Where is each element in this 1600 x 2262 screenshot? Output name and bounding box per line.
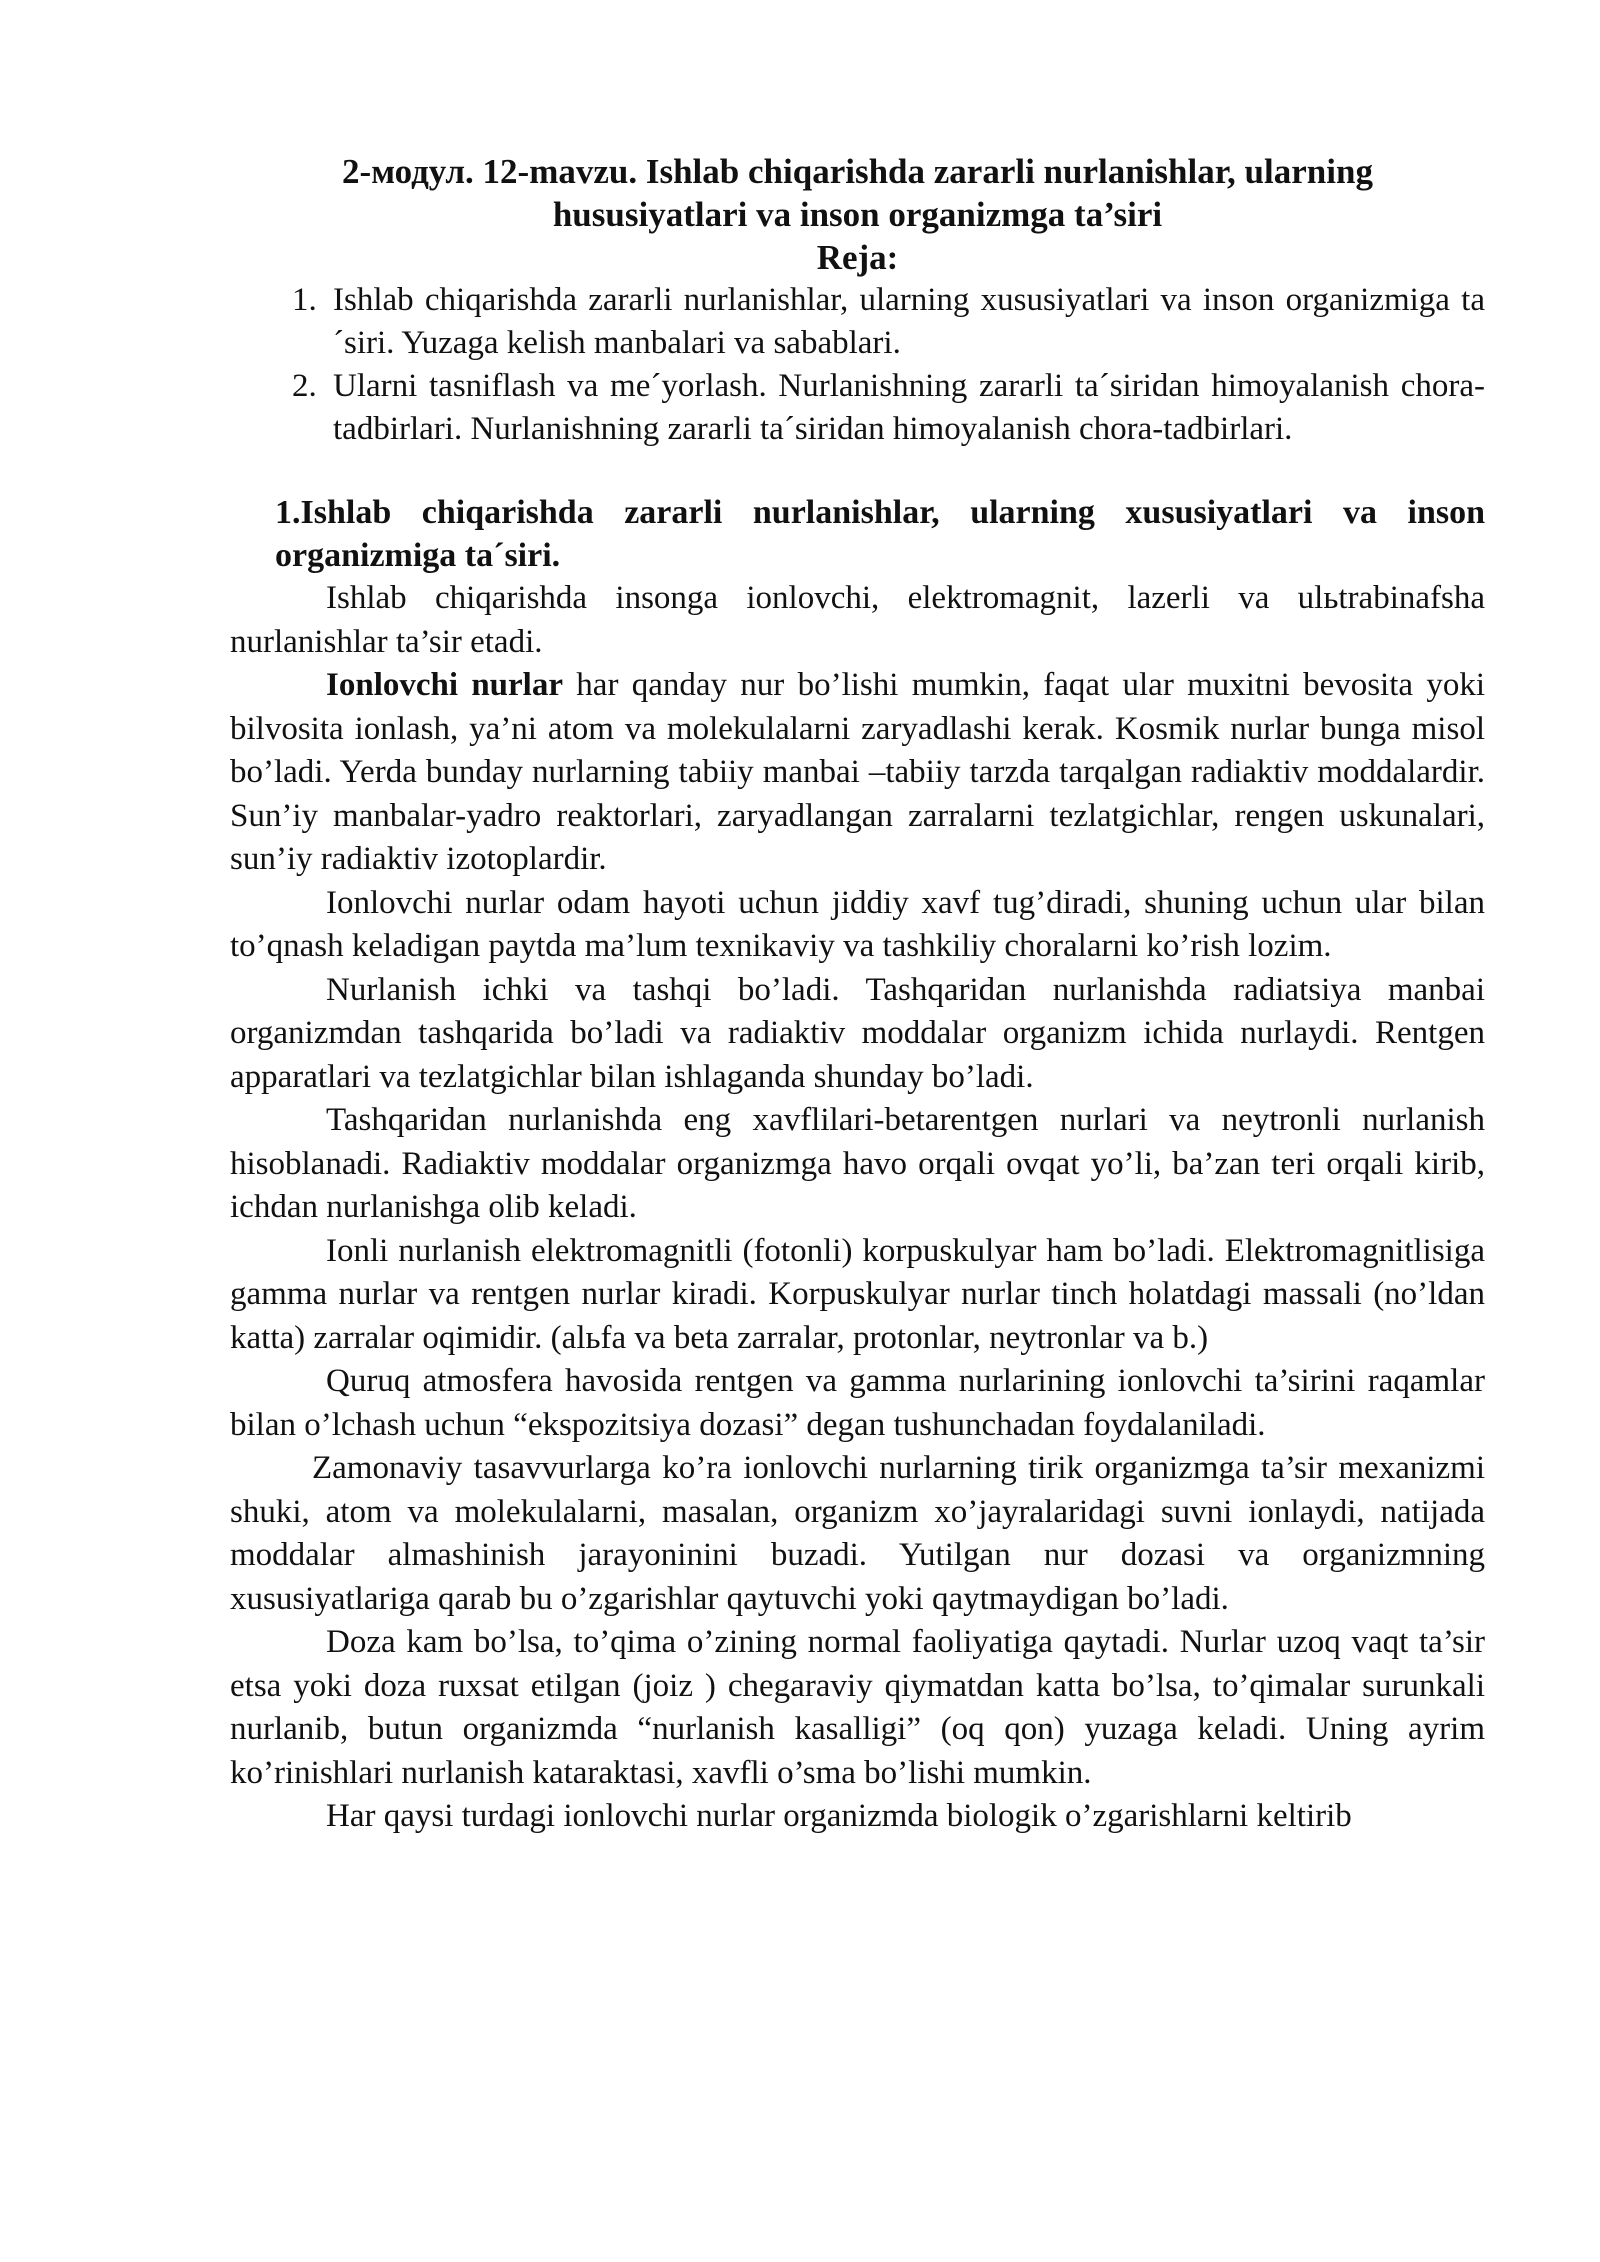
paragraph: Ishlab chiqarishda insonga ionlovchi, elektromagnit, lazerli va ulьtrabinafsha nurlanishlar ta’sir etadi. [230, 580, 1485, 660]
paragraph: Zamonaviy tasavvurlarga ko’ra ionlovchi nurlarning tirik organizmga ta’sir mexanizmi shuki, atom va molekulalarni, masalan, organizm xo’jayralaridagi suvni ionlaydi, natijada moddalar almashinish jarayoninini buzadi. Yutilgan nur dozasi va organizmning xususiyatlariga qarab bu o’zgarishlar qaytuvchi yoki qaytmaydigan bo’ladi. [230, 1450, 1485, 1617]
section-heading: 1.Ishlab chiqarishda zararli nurlanishlar, ularning xususiyatlari va inson organizmiga ta´siri. [275, 494, 1485, 574]
paragraph: Ionli nurlanish elektromagnitli (fotonli) korpuskulyar ham bo’ladi. Elektromagnitlisiga gamma nurlar va rentgen nurlar kiradi. Korpuskulyar nurlar tinch holatdagi massali (no’ldan katta) zarralar oqimidir. (alьfa va beta zarralar, protonlar, neytronlar va b.) [230, 1232, 1485, 1356]
paragraph: Ionlovchi nurlar odam hayoti uchun jiddiy xavf tug’diradi, shuning uchun ular bilan to’qnash keladigan paytda ma’lum texnikaviy va tashkiliy choralarni ko’rish lozim. [230, 884, 1485, 964]
title-line-2: hususiyatlari va inson organizmga ta’siri [552, 195, 1163, 234]
paragraph: Quruq atmosfera havosida rentgen va gamma nurlarining ionlovchi ta’sirini raqamlar bilan o’lchash uchun “ekspozitsiya dozasi” degan tushunchadan foydalaniladi. [230, 1363, 1485, 1443]
paragraph: Doza kam bo’lsa, to’qima o’zining normal faoliyatiga qaytadi. Nurlar uzoq vaqt ta’sir etsa yoki doza ruxsat etilgan (joiz ) chegaraviy qiymatdan katta bo’lsa, to’qimalar surunkali nurlanib, butun organizmda “nurlanish kasalligi” (oq qon) yuzaga keladi. Uning ayrim ko’rinishlari nurlanish kataraktasi, xavfli o’sma bo’lishi mumkin. [230, 1624, 1485, 1791]
plan-item: 2. Ularni tasniflash va me´yorlash. Nurlanishning zararli ta´siridan himoyalanish chora-tadbirlari. Nurlanishning zararli ta´siridan himoyalanish chora-tadbirlari. [325, 365, 1485, 451]
term-ionlovchi-nurlar: Ionlovchi nurlar [326, 667, 563, 703]
paragraph: Har qaysi turdagi ionlovchi nurlar organizmda biologik o’zgarishlarni keltirib [326, 1798, 1352, 1834]
paragraph: Tashqaridan nurlanishda eng xavflilari-betarentgen nurlari va neytronli nurlanish hisoblanadi. Radiaktiv moddalar organizmga havo orqali ovqat yo’li, ba’zan teri orqali kirib, ichdan nurlanishga olib keladi. [230, 1102, 1485, 1225]
document-page [230, 150, 1485, 1839]
paragraph [230, 664, 1485, 882]
title-line-1: 2-модул. 12-mavzu. Ishlab chiqarishda zararli nurlanishlar, ularning [342, 152, 1373, 191]
plan-item: 1. Ishlab chiqarishda zararli nurlanishlar, ularning xususiyatlari va inson organizmiga ta´siri. Yuzaga kelish manbalari va sabablari. [325, 279, 1485, 365]
plan-list [230, 279, 1485, 451]
paragraph-text: har qanday nur bo’lishi mumkin, faqat ular muxitni bevosita yoki bilvosita ionlash, ya’ni atom va molekulalarni zaryadlashi kerak. Kosmik nurlar bunga misol bo’ladi. Yerda bunday nurlarning tabiiy manbai –tabiiy tarzda tarqalgan radiaktiv moddalardir. Sun’iy manbalar-yadro reaktorlari, zaryadlangan zarralarni tezlatgichlar, rengen uskunalari, sun’iy radiaktiv izotoplardir. [230, 667, 1485, 877]
plan-title: Reja: [816, 238, 899, 277]
document-title [230, 150, 1485, 236]
paragraph: Nurlanish ichki va tashqi bo’ladi. Tashqaridan nurlanishda radiatsiya manbai organizmdan tashqarida bo’ladi va radiaktiv moddalar organizm ichida nurlaydi. Rentgen apparatlari va tezlatgichlar bilan ishlaganda shunday bo’ladi. [230, 971, 1485, 1095]
